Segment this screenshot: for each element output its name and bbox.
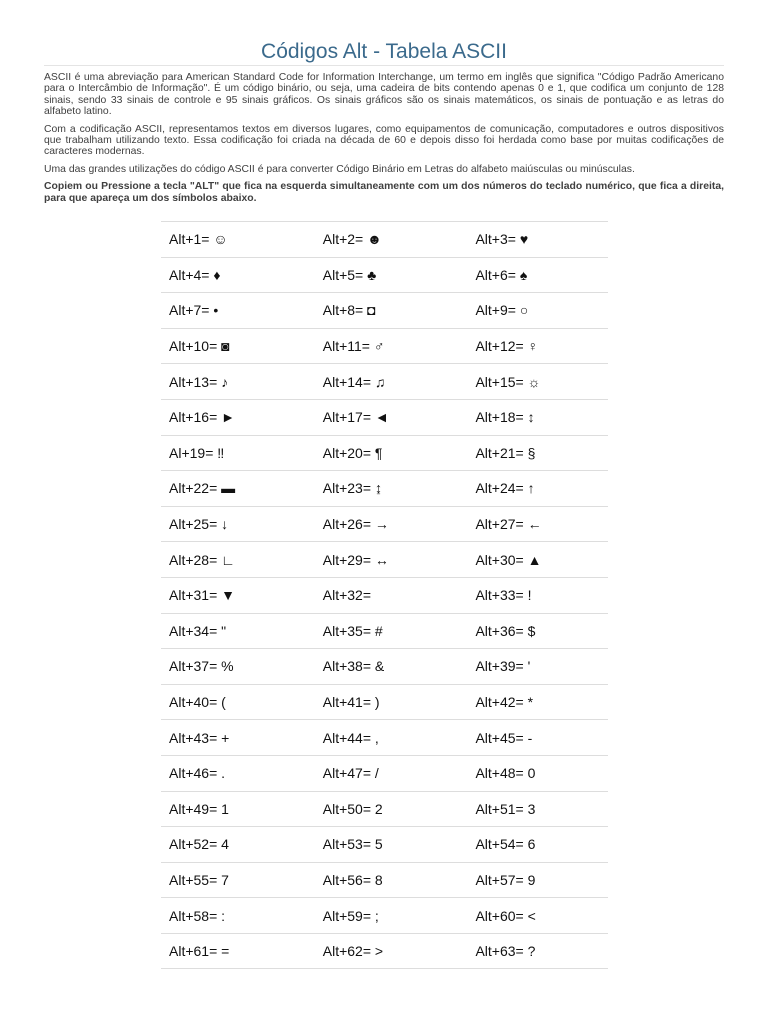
table-row — [161, 222, 608, 258]
alt-code-cell: Alt+14= ♫ — [315, 364, 468, 400]
alt-code-cell: Alt+53= 5 — [315, 827, 468, 863]
alt-code-cell: Alt+32= — [315, 577, 468, 613]
alt-code-cell: Alt+45= - — [467, 720, 608, 756]
table-row — [161, 506, 608, 542]
alt-code-cell: Alt+13= ♪ — [161, 364, 315, 400]
intro-paragraph-1: ASCII é uma abreviação para American Standard Code for Information Interchange, um termo em inglês que significa "Código Padrão Americano para o Intercâmbio de Informação". É um código binário, ou seja, uma cadeira de bits contendo apenas 0 e 1, que codifica um conjunto de 128 sinais, sendo 33 sinais de controle e 95 sinais gráficos. Os sinais gráficos são os sinais matemáticos, os sinais de pontuação e as letras do alfabeto latino. — [44, 72, 724, 118]
alt-code-cell: Alt+43= + — [161, 720, 315, 756]
alt-code-cell: Alt+8= ◘ — [315, 293, 468, 329]
table-row — [161, 827, 608, 863]
table-row — [161, 471, 608, 507]
table-row — [161, 364, 608, 400]
alt-code-cell: Alt+2= ☻ — [315, 222, 468, 258]
alt-code-cell: Alt+9= ○ — [467, 293, 608, 329]
alt-code-cell: Alt+47= / — [315, 755, 468, 791]
page-title: Códigos Alt - Tabela ASCII — [261, 40, 507, 63]
alt-code-cell: Alt+34= " — [161, 613, 315, 649]
alt-code-cell: Alt+48= 0 — [467, 755, 608, 791]
alt-code-cell: Alt+50= 2 — [315, 791, 468, 827]
alt-code-cell: Alt+61= = — [161, 933, 315, 969]
alt-code-cell: Al+19= ‼ — [161, 435, 315, 471]
table-row — [161, 933, 608, 969]
alt-code-cell: Alt+22= ▬ — [161, 471, 315, 507]
alt-code-cell: Alt+37= % — [161, 649, 315, 685]
alt-code-cell: Alt+58= : — [161, 898, 315, 934]
alt-code-cell: Alt+26= → — [315, 506, 468, 542]
table-row — [161, 755, 608, 791]
table-row — [161, 720, 608, 756]
alt-code-cell: Alt+20= ¶ — [315, 435, 468, 471]
alt-code-cell: Alt+56= 8 — [315, 862, 468, 898]
alt-code-cell: Alt+21= § — [467, 435, 608, 471]
intro-paragraph-2: Com a codificação ASCII, representamos textos em diversos lugares, como equipamentos de comunicação, computadores e outros dispositivos que trabalham utilizando texto. Essa codificação foi criada na década de 60 e depois disso foi herdada como base por muitas codificações de caracteres modernas. — [44, 123, 724, 158]
alt-code-cell: Alt+59= ; — [315, 898, 468, 934]
table-row — [161, 399, 608, 435]
alt-code-cell: Alt+30= ▲ — [467, 542, 608, 578]
instructions-paragraph: Copiem ou Pressione a tecla "ALT" que fica na esquerda simultaneamente com um dos números do teclado numérico, que fica a direita, para que apareça um dos símbolos abaixo. — [44, 181, 724, 204]
alt-code-cell: Alt+57= 9 — [467, 862, 608, 898]
alt-code-cell: Alt+36= $ — [467, 613, 608, 649]
intro-text — [44, 72, 724, 210]
alt-code-cell: Alt+46= . — [161, 755, 315, 791]
alt-code-cell: Alt+3= ♥ — [467, 222, 608, 258]
alt-code-cell: Alt+49= 1 — [161, 791, 315, 827]
alt-code-cell: Alt+42= * — [467, 684, 608, 720]
alt-code-cell: Alt+6= ♠ — [467, 257, 608, 293]
table-row — [161, 435, 608, 471]
alt-code-cell: Alt+27= ← — [467, 506, 608, 542]
table-row — [161, 791, 608, 827]
alt-code-cell: Alt+35= # — [315, 613, 468, 649]
alt-code-cell: Alt+10= ◙ — [161, 328, 315, 364]
table-row — [161, 257, 608, 293]
alt-code-cell: Alt+55= 7 — [161, 862, 315, 898]
table-row — [161, 293, 608, 329]
alt-code-cell: Alt+41= ) — [315, 684, 468, 720]
alt-code-cell: Alt+15= ☼ — [467, 364, 608, 400]
alt-code-cell: Alt+40= ( — [161, 684, 315, 720]
intro-paragraph-3: Uma das grandes utilizações do código ASCII é para converter Código Binário em Letras do alfabeto maiúsculas ou minúsculas. — [44, 163, 635, 175]
alt-code-cell: Alt+54= 6 — [467, 827, 608, 863]
alt-code-cell: Alt+63= ? — [467, 933, 608, 969]
alt-code-cell: Alt+33= ! — [467, 577, 608, 613]
alt-code-cell: Alt+24= ↑ — [467, 471, 608, 507]
alt-code-cell: Alt+28= ∟ — [161, 542, 315, 578]
alt-code-cell: Alt+1= ☺ — [161, 222, 315, 258]
alt-codes-table — [161, 221, 608, 969]
alt-code-cell: Alt+44= , — [315, 720, 468, 756]
alt-code-cell: Alt+60= < — [467, 898, 608, 934]
alt-code-cell: Alt+31= ▼ — [161, 577, 315, 613]
alt-code-cell: Alt+7= • — [161, 293, 315, 329]
alt-code-cell: Alt+11= ♂ — [315, 328, 468, 364]
alt-code-cell: Alt+12= ♀ — [467, 328, 608, 364]
alt-code-cell: Alt+52= 4 — [161, 827, 315, 863]
alt-code-cell: Alt+4= ♦ — [161, 257, 315, 293]
table-row — [161, 649, 608, 685]
alt-code-cell: Alt+25= ↓ — [161, 506, 315, 542]
alt-code-cell: Alt+17= ◄ — [315, 399, 468, 435]
alt-code-cell: Alt+18= ↕ — [467, 399, 608, 435]
alt-code-cell: Alt+39= ' — [467, 649, 608, 685]
alt-code-cell: Alt+23= ↨ — [315, 471, 468, 507]
alt-code-cell: Alt+38= & — [315, 649, 468, 685]
alt-codes-table-body — [161, 222, 608, 969]
table-row — [161, 613, 608, 649]
table-row — [161, 684, 608, 720]
table-row — [161, 577, 608, 613]
title-divider — [44, 65, 724, 66]
alt-code-cell: Alt+16= ► — [161, 399, 315, 435]
alt-code-cell: Alt+51= 3 — [467, 791, 608, 827]
table-row — [161, 328, 608, 364]
alt-code-cell: Alt+62= > — [315, 933, 468, 969]
alt-code-cell: Alt+29= ↔ — [315, 542, 468, 578]
table-row — [161, 898, 608, 934]
alt-code-cell: Alt+5= ♣ — [315, 257, 468, 293]
table-row — [161, 542, 608, 578]
table-row — [161, 862, 608, 898]
